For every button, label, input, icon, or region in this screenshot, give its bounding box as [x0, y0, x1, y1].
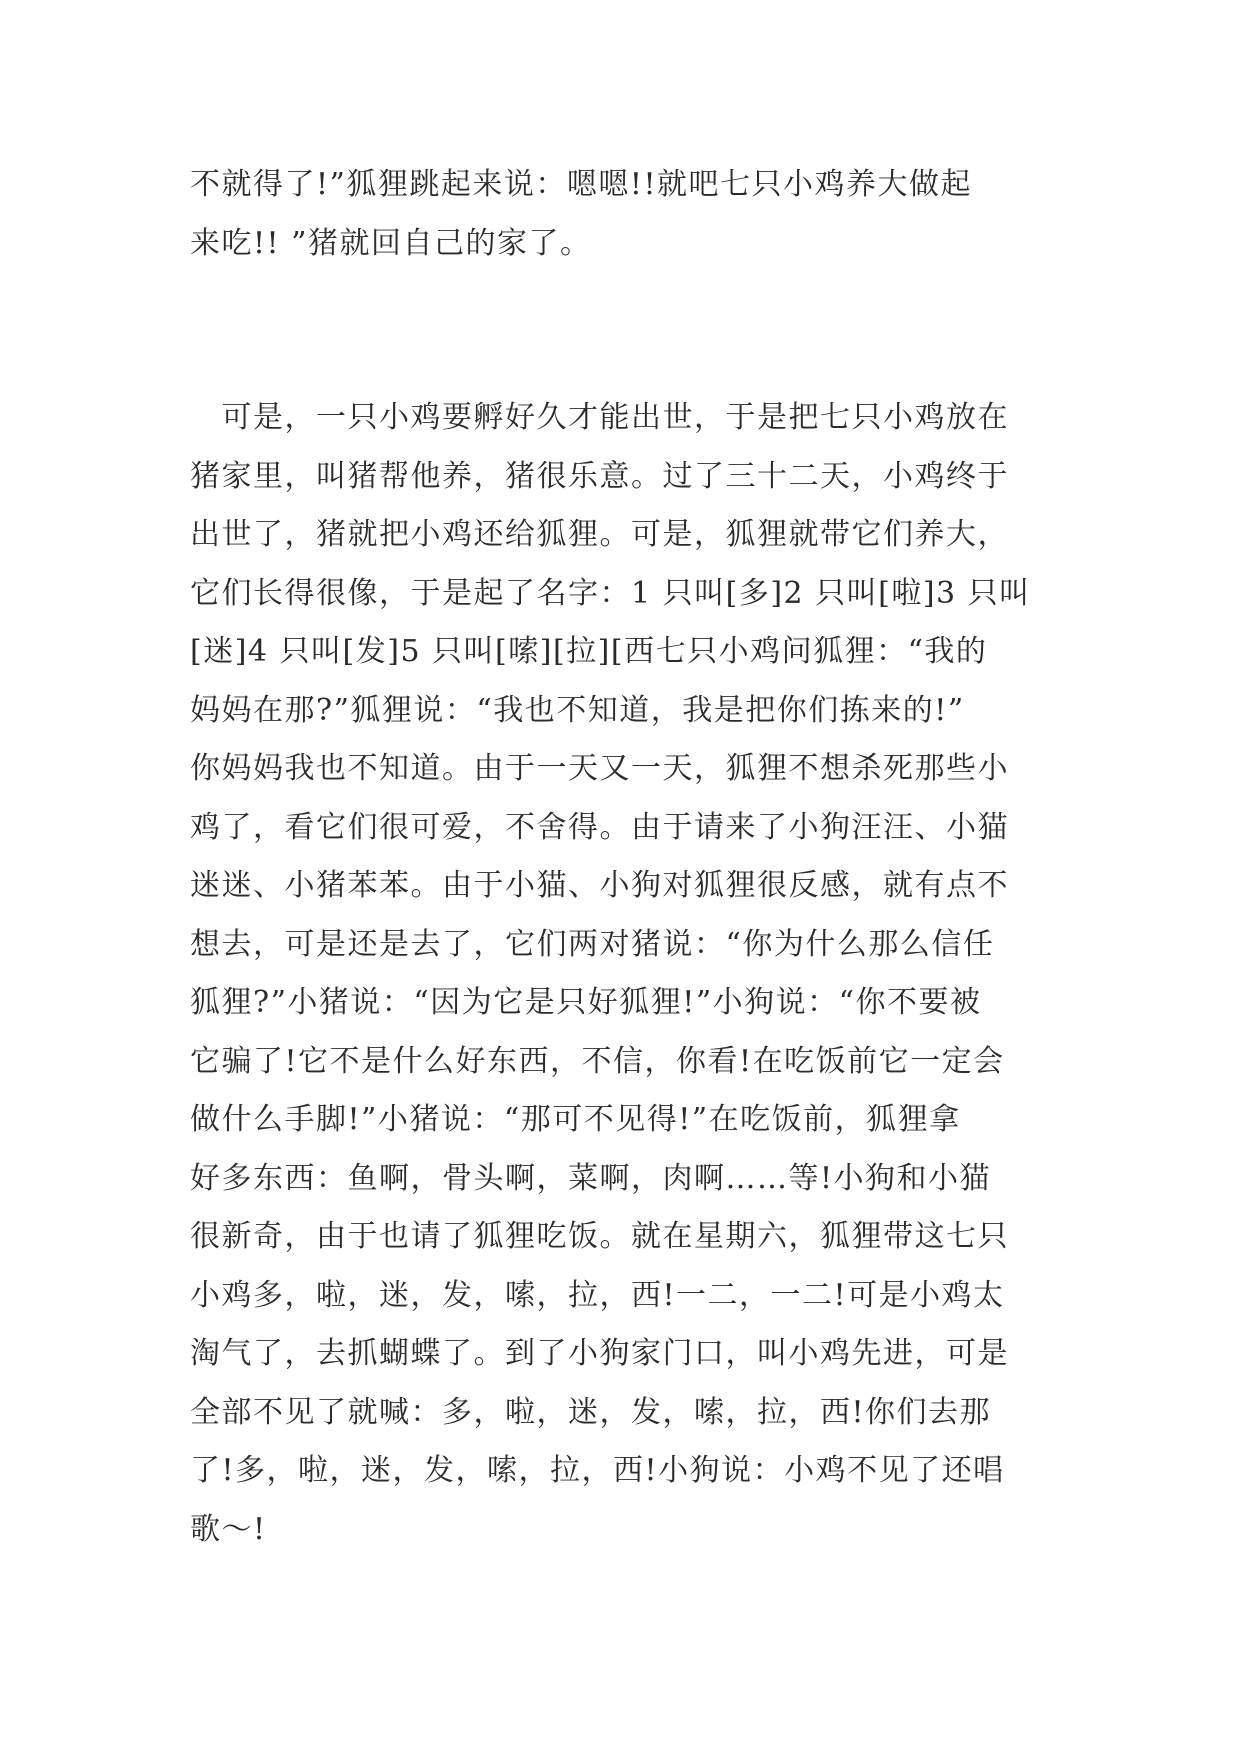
text-line: 全部不见了就喊：多，啦，迷，发，嗦，拉，西!你们去那 — [190, 1394, 992, 1430]
text-line: 可是，一只小鸡要孵好久才能出世，于是把七只小鸡放在 — [190, 400, 1009, 435]
text-line: 做什么手脚!”小猪说：“那可不见得!”在吃饭前，狐狸拿 — [190, 1102, 961, 1137]
text-line: 鸡了，看它们很可爱，不舍得。由于请来了小狗汪汪、小猫 — [190, 809, 1009, 845]
text-line: 它们长得很像，于是起了名字：1 只叫[多]2 只叫[啦]3 只叫 — [190, 575, 1031, 611]
text-line: 迷迷、小猪苯苯。由于小猫、小狗对狐狸很反感，就有点不 — [190, 868, 1009, 903]
text-line: 不就得了!”狐狸跳起来说：嗯嗯!!就吧七只小鸡养大做起 — [190, 167, 973, 202]
text-line: 出世了，猪就把小鸡还给狐狸。可是，狐狸就带它们养大， — [190, 517, 1009, 552]
text-line: 狐狸?”小猪说：“因为它是只好狐狸!”小狗说：“你不要被 — [190, 985, 982, 1020]
paragraph-1 — [190, 156, 1060, 273]
text-line: 歌～! — [190, 1511, 267, 1547]
text-line: 它骗了!它不是什么好东西，不信，你看!在吃饭前它一定会 — [190, 1043, 1005, 1079]
text-line: 小鸡多，啦，迷，发，嗦，拉，西!一二，一二!可是小鸡太 — [190, 1277, 1005, 1313]
text-line: 淘气了，去抓蝴蝶了。到了小狗家门口，叫小鸡先进，可是 — [190, 1336, 1009, 1371]
text-line: 很新奇，由于也请了狐狸吃饭。就在星期六，狐狸带这七只 — [190, 1219, 1009, 1254]
text-line: 想去，可是还是去了，它们两对猪说：“你为什么那么信任 — [190, 926, 995, 962]
paragraph-2 — [190, 389, 1060, 1559]
text-line: 猪家里，叫猪帮他养，猪很乐意。过了三十二天，小鸡终于 — [190, 458, 1009, 494]
text-line: 妈妈在那?”狐狸说：“我也不知道，我是把你们拣来的!” — [190, 692, 965, 728]
text-line: [迷]4 只叫[发]5 只叫[嗦][拉][西七只小鸡问狐狸：“我的 — [190, 634, 988, 669]
text-line: 来吃!! ”猪就回自己的家了。 — [190, 225, 592, 261]
text-line: 好多东西：鱼啊，骨头啊，菜啊，肉啊……等!小狗和小猫 — [190, 1160, 992, 1196]
text-line: 了!多，啦，迷，发，嗦，拉，西!小狗说：小鸡不见了还唱 — [190, 1453, 1005, 1488]
text-line: 你妈妈我也不知道。由于一天又一天，狐狸不想杀死那些小 — [190, 751, 1009, 786]
